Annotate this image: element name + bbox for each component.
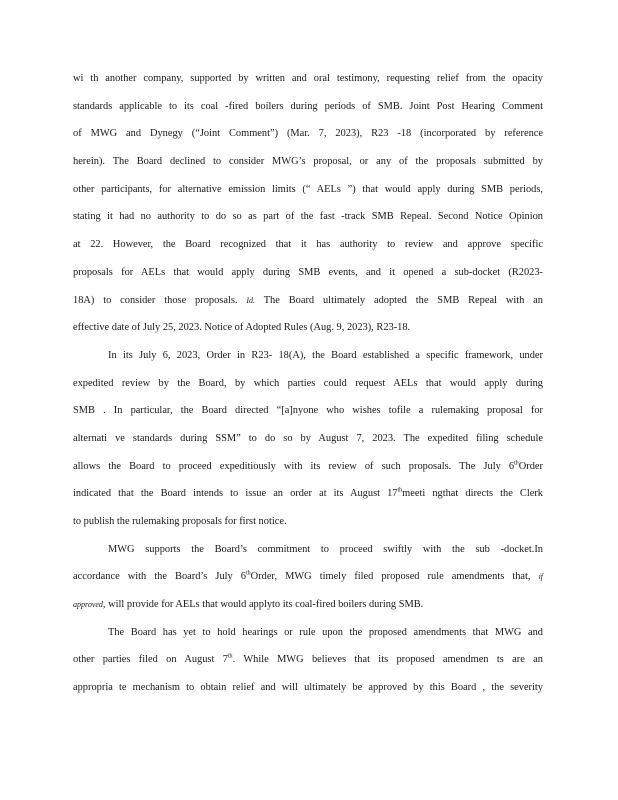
- text-line: indicated that the Board intends to issue an order at its August 17thmeeti ngthat directs the Clerk: [73, 487, 544, 500]
- text-line: 18A) to consider those proposals. Id. The Board ultimately adopted the SMB Repeal with an: [73, 294, 543, 306]
- text-line: alternati ve standards during SSM” to do so by August 7, 2023. The expedited filing schedule: [73, 432, 543, 444]
- text-line: allows the Board to proceed expeditiously with its review of such proposals. The July 6thOrder: [73, 460, 543, 472]
- paragraph-start-line: MWG supports the Board’s commitment to proceed swiftly with the sub -docket.In: [108, 543, 543, 555]
- text-line: approved, will provide for AELs that would applyto its coal-fired boilers during SMB.: [73, 599, 424, 611]
- text-line: expedited review by the Board, by which parties could request AELs that would apply during: [73, 377, 543, 389]
- text-line: SMB . In particular, the Board directed “[a]nyone who wishes tofile a rulemaking proposal for: [73, 405, 543, 417]
- text-line: of MWG and Dynegy (“Joint Comment”) (Mar. 7, 2023), R23 -18 (incorporated by reference: [73, 128, 543, 140]
- body-text: [73, 68, 543, 705]
- text-line: other parties filed on August 7th. While MWG believes that its proposed amendmen ts are an: [73, 653, 543, 666]
- paragraph-start-line: The Board has yet to hold hearings or rule upon the proposed amendments that MWG and: [108, 626, 543, 638]
- text-line: standards applicable to its coal -fired boilers during periods of SMB. Joint Post Hearing Comment: [73, 100, 543, 112]
- text-line: wi th another company, supported by written and oral testimony, requesting relief from the opacity: [73, 73, 543, 84]
- text-line: other participants, for alternative emission limits (“ AELs ”) that would apply during SMB periods,: [73, 183, 543, 195]
- text-line: effective date of July 25, 2023. Notice of Adopted Rules (Aug. 9, 2023), R23-18.: [73, 322, 411, 334]
- text-line: appropria te mechanism to obtain relief and will ultimately be approved by this Board , the severity: [73, 682, 543, 694]
- text-line: proposals for AELs that would apply during SMB events, and it opened a sub-docket (R2023-: [73, 266, 543, 278]
- paragraph-start-line: In its July 6, 2023, Order in R23- 18(A), the Board established a specific framework, under: [108, 349, 543, 361]
- text-line: herein). The Board declined to consider MWG’s proposal, or any of the proposals submitted by: [73, 156, 543, 168]
- text-line: to publish the rulemaking proposals for first notice.: [73, 516, 287, 527]
- text-line: accordance with the Board’s July 6thOrder, MWG timely filed proposed rule amendments that, if: [73, 570, 544, 583]
- citation-id: Id.: [246, 295, 256, 305]
- text-line: at 22. However, the Board recognized that it has authority to review and approve specific: [73, 239, 543, 251]
- text-line: stating it had no authority to do so as part of the fast -track SMB Repeal. Second Notice Opinion: [73, 211, 543, 223]
